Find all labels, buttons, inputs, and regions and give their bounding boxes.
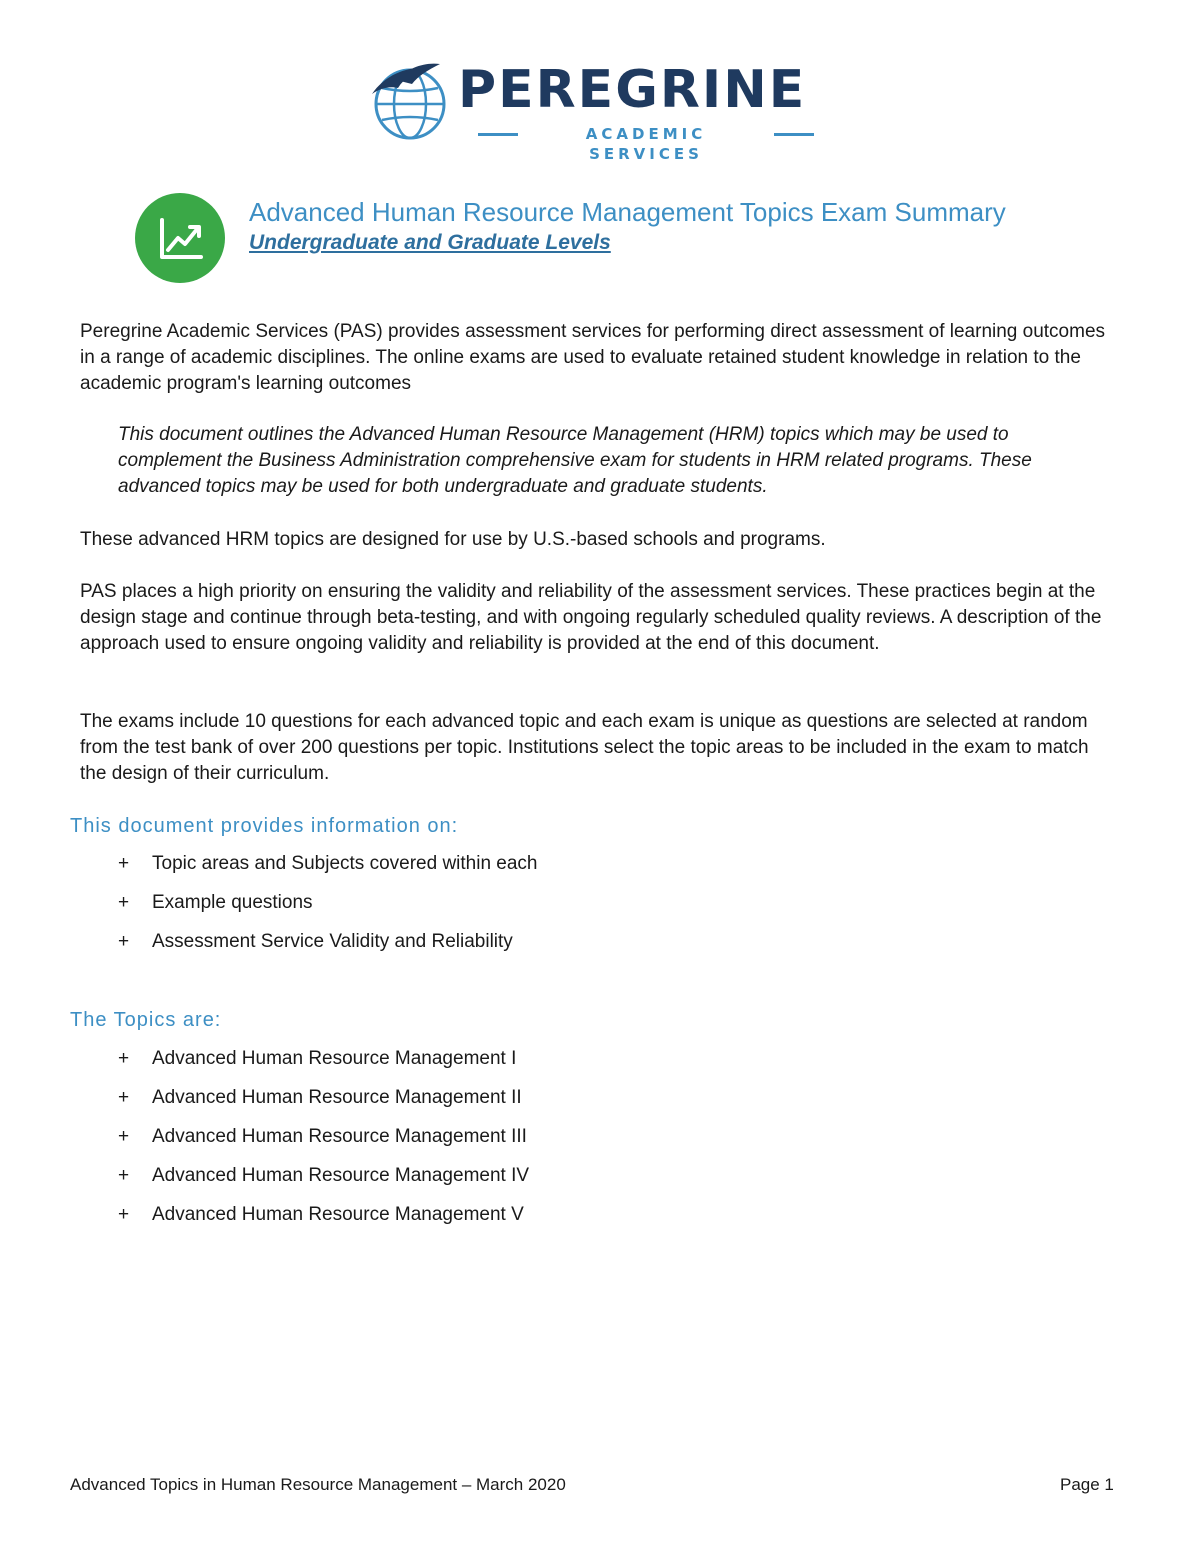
logo-rule-right	[774, 133, 814, 136]
bullet-plus: +	[118, 931, 130, 952]
list-item-text: Advanced Human Resource Management II	[152, 1087, 522, 1108]
logo-subtitle: ACADEMIC SERVICES	[585, 125, 707, 163]
us-note-paragraph: These advanced HRM topics are designed for use by U.S.-based schools and programs.	[80, 529, 826, 550]
trending-up-icon	[135, 193, 225, 283]
logo-rule-left	[478, 133, 518, 136]
list-item-text: Advanced Human Resource Management V	[152, 1204, 524, 1225]
list-item-text: Advanced Human Resource Management IV	[152, 1165, 530, 1186]
topics-list	[118, 1046, 529, 1241]
list-item-text: Advanced Human Resource Management III	[152, 1126, 527, 1147]
list-item-text: Advanced Human Resource Management I	[152, 1048, 517, 1069]
list-item	[118, 1163, 529, 1202]
topics-section-heading: The Topics are:	[70, 1009, 222, 1031]
list-item	[118, 929, 538, 968]
intro-paragraph: Peregrine Academic Services (PAS) provides assessment services for performing direct assessment of learning outcomes in a range of academic disciplines. The online exams are used to evaluate retained student knowledge in relation to the academic program's learning outcomes	[80, 321, 1106, 394]
globe-bird-icon	[366, 58, 454, 146]
logo-tagline	[478, 124, 818, 163]
peregrine-logo	[366, 58, 836, 163]
info-list	[118, 851, 538, 968]
list-item-text: Assessment Service Validity and Reliability	[152, 931, 513, 952]
bullet-plus: +	[118, 892, 130, 913]
list-item	[118, 890, 538, 929]
list-item	[118, 851, 538, 890]
list-item	[118, 1124, 529, 1163]
footer-document-title: Advanced Topics in Human Resource Management – March 2020	[70, 1475, 566, 1494]
validity-paragraph: PAS places a high priority on ensuring the validity and reliability of the assessment services. These practices begin at the design stage and continue through beta-testing, and with ongoing regularly scheduled quality reviews. A description of the approach used to ensure ongoing validity and reliability is provided at the end of this document.	[80, 581, 1102, 654]
exams-paragraph: The exams include 10 questions for each advanced topic and each exam is unique as questions are selected at random from the test bank of over 200 questions per topic. Institutions select the topic areas to be included in the exam to match the design of their curriculum.	[80, 711, 1089, 784]
list-item	[118, 1202, 529, 1241]
list-item	[118, 1085, 529, 1124]
italic-note-paragraph: This document outlines the Advanced Human Resource Management (HRM) topics which may be used to complement the Business Administration comprehensive exam for students in HRM related programs. These advanced topics may be used for both undergraduate and graduate students.	[118, 424, 1032, 497]
list-item	[118, 1046, 529, 1085]
list-item-text: Topic areas and Subjects covered within each	[152, 853, 538, 874]
list-item-text: Example questions	[152, 892, 313, 913]
bullet-plus: +	[118, 853, 130, 874]
logo-wordmark: PEREGRINE	[458, 60, 807, 120]
bullet-plus: +	[118, 1048, 130, 1069]
bullet-plus: +	[118, 1087, 130, 1108]
info-section-heading: This document provides information on:	[70, 815, 459, 837]
bullet-plus: +	[118, 1165, 130, 1186]
footer-page-number: Page 1	[1060, 1475, 1114, 1494]
page-title: Advanced Human Resource Management Topics Exam Summary	[249, 197, 1006, 227]
bullet-plus: +	[118, 1126, 130, 1147]
bullet-plus: +	[118, 1204, 130, 1225]
page-subtitle: Undergraduate and Graduate Levels	[249, 231, 611, 254]
